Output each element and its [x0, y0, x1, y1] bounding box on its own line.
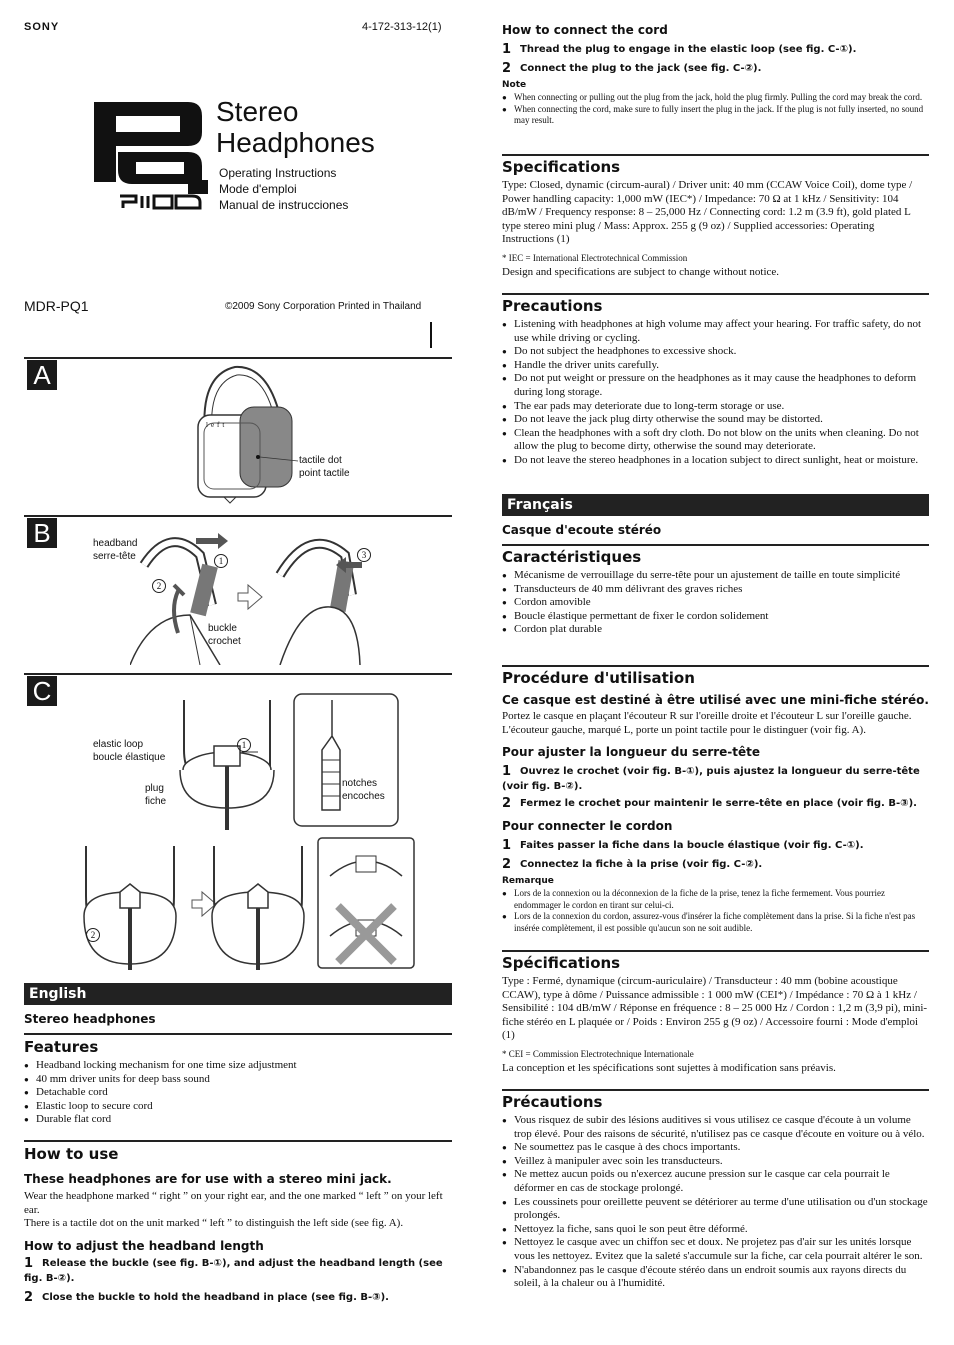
- precautions-title: Precautions: [502, 297, 603, 315]
- list-item: ● 40 mm driver units for deep bass sound: [24, 1073, 449, 1087]
- adjust-title: How to adjust the headband length: [24, 1239, 264, 1253]
- list-item: ● Cordon amovible: [502, 596, 927, 610]
- fr-precautions-title: Précautions: [502, 1093, 603, 1111]
- fr-howto-lead: Ce casque est destiné à être utilisé avec une mini-fiche stéréo.: [502, 693, 929, 707]
- fr-spec-rule: [502, 950, 929, 952]
- manual-line-3: Manual de instrucciones: [219, 198, 349, 212]
- fig-b-label: B: [27, 518, 57, 548]
- spec-change: Design and specifications are subject to change without notice.: [502, 266, 780, 278]
- list-item: ● Ne mettez aucun poids ou n'exercez aucune pression sur le casque car cela pourrait le déformer en cas de stockage prolongé.: [502, 1168, 929, 1195]
- c-step2-marker-icon: 2: [86, 928, 100, 942]
- features-list: [24, 1059, 449, 1127]
- spec-title: Specifications: [502, 158, 621, 176]
- notches-label-en: notches: [342, 778, 378, 789]
- english-subtitle: Stereo headphones: [24, 1012, 156, 1026]
- list-item: ● Cordon plat durable: [502, 623, 927, 637]
- list-item: ● Veillez à manipuler avec soin les transducteurs.: [502, 1155, 929, 1169]
- fr-adjust-title: Pour ajuster la longueur du serre-tête: [502, 745, 761, 759]
- list-item: ● Durable flat cord: [24, 1113, 449, 1127]
- list-item: ● Mécanisme de verrouillage du serre-tête pour un ajustement de taille en toute simplicité: [502, 569, 927, 583]
- fr-spec-change: La conception et les spécifications sont sujettes à modification sans préavis.: [502, 1062, 836, 1074]
- headband-adjust-illustration: [130, 525, 390, 665]
- plug-label-en: plug: [145, 783, 164, 794]
- spec-rule: [502, 154, 929, 156]
- buckle-label-en: buckle: [208, 623, 237, 634]
- howto-lead: These headphones are for use with a stereo mini jack.: [24, 1172, 392, 1186]
- fr-adjust-step-2: 2 Fermez le crochet pour maintenir le serre-tête en place (voir fig. B-③).: [502, 796, 917, 811]
- list-item: ● When connecting or pulling out the plug from the jack, hold the plug firmly. Pulling the cord may break the cord.: [502, 92, 927, 104]
- model-number: MDR-PQ1: [24, 298, 89, 314]
- list-item: ● Ne soumettez pas le casque à des chocs importants.: [502, 1141, 929, 1155]
- tactile-dot-label-en: tactile dot: [299, 455, 342, 466]
- fig-c-rule: [24, 673, 452, 675]
- fr-cord-step-1: 1 Faites passer la fiche dans la boucle élastique (voir fig. C-①).: [502, 838, 864, 853]
- fr-cord-title: Pour connecter le cordon: [502, 819, 673, 833]
- fr-note-list: [502, 888, 927, 934]
- cord-title: How to connect the cord: [502, 23, 668, 37]
- headphone-side-illustration: [190, 365, 300, 505]
- list-item: ● Do not leave the jack plug dirty otherwise the sound may be distorted.: [502, 413, 927, 427]
- fig-a-rule: [24, 357, 452, 359]
- list-item: ● Detachable cord: [24, 1086, 449, 1100]
- list-item: ● Listening with headphones at high volume may affect your hearing. For traffic safety, do not use while driving or cycling.: [502, 318, 927, 345]
- manual-line-1: Operating Instructions: [219, 166, 337, 180]
- list-item: ● Transducteurs de 40 mm délivrant des graves riches: [502, 583, 927, 597]
- list-item: ● Elastic loop to secure cord: [24, 1100, 449, 1114]
- fr-precautions-list: [502, 1114, 929, 1291]
- howto-paragraph-2: There is a tactile dot on the unit marked “ left ” to distinguish the left side (see fig. A).: [24, 1217, 404, 1229]
- step2-marker-icon: 2: [152, 579, 166, 593]
- headband-label-fr: serre-tête: [93, 551, 136, 562]
- fr-features-title: Caractéristiques: [502, 548, 642, 566]
- list-item: ● Handle the driver units carefully.: [502, 359, 927, 373]
- fr-howto-title: Procédure d'utilisation: [502, 669, 695, 687]
- elastic-loop-label-fr: boucle élastique: [93, 752, 166, 763]
- cord-step-2: 2 Connect the plug to the jack (see fig. C-②).: [502, 61, 762, 76]
- cut-mark: [430, 322, 432, 348]
- cord-connect-illustration-top: [170, 690, 410, 830]
- headband-label-en: headband: [93, 538, 138, 549]
- c-step1-marker-icon: 1: [237, 738, 251, 752]
- list-item: ● When connecting the cord, make sure to fully insert the plug in the jack. If the plug is not fully inserted, no sound may result.: [502, 104, 927, 127]
- spec-note: * IEC = International Electrotechnical Commission: [502, 253, 688, 263]
- spec-body: Type: Closed, dynamic (circum-aural) / Driver unit: 40 mm (CCAW Voice Coil), dome type / Power handling capacity: 1,000 mW (IEC*) / Impedance: 70 Ω at 1 kHz / Sensitivity: 104 dB/mW / Frequency response: 8 – 25,000 Hz / Connecting cord: 1.2 m (3.9 ft), gold plated L type stereo mini plug / Mass: Approx. 255 g (9 oz) / Supplied accessories: Operating Instructions (1): [502, 179, 913, 246]
- list-item: ● Lors de la connexion ou la déconnexion de la fiche de la prise, tenez la fiche fermement. Vous pourriez endommager le cordon en tirant sur celui-ci.: [502, 888, 927, 911]
- elastic-loop-label-en: elastic loop: [93, 739, 144, 750]
- list-item: ● Boucle élastique permettant de fixer le cordon solidement: [502, 610, 927, 624]
- tactile-dot-label-fr: point tactile: [299, 468, 350, 479]
- french-subtitle: Casque d'ecoute stéréo: [502, 523, 662, 537]
- fr-note-title: Remarque: [502, 876, 554, 886]
- list-item: ● Do not leave the stereo headphones in a location subject to direct sunlight, heat or moisture.: [502, 454, 927, 468]
- list-item: ● Do not subject the headphones to excessive shock.: [502, 345, 927, 359]
- earcup-left-text: left: [206, 421, 228, 429]
- fr-precautions-rule: [502, 1089, 929, 1091]
- copyright: ©2009 Sony Corporation Printed in Thailand: [225, 301, 422, 312]
- fr-spec-title: Spécifications: [502, 954, 621, 972]
- fr-features-rule: [502, 544, 929, 546]
- howto-rule: [24, 1140, 452, 1142]
- fig-b-rule: [24, 515, 452, 517]
- list-item: ● Les coussinets pour oreillette peuvent se détériorer au terme d'une utilisation ou d'un stockage prolongés.: [502, 1196, 929, 1223]
- fr-cord-step-2: 2 Connectez la fiche à la prise (voir fig. C-②).: [502, 857, 763, 872]
- howto-paragraph-1: Wear the headphone marked “ right ” on your right ear, and the one marked “ left ” on your left ear.: [24, 1190, 443, 1216]
- list-item: ● Do not put weight or pressure on the headphones as it may cause the headphones to deform during long storage.: [502, 372, 927, 399]
- step1-marker-icon: 1: [214, 554, 228, 568]
- list-item: ● N'abandonnez pas le casque d'écoute stéréo dans un endroit soumis aux rayons directs du soleil, à la chaleur ou à l'humidité.: [502, 1264, 929, 1291]
- adjust-step-1: 1 Release the buckle (see fig. B-①), and adjust the headband length (see fig. B-②).: [24, 1256, 443, 1284]
- cord-step-1: 1 Thread the plug to engage in the elastic loop (see fig. C-①).: [502, 42, 857, 57]
- sony-logo: SONY: [24, 21, 60, 33]
- note-title: Note: [502, 80, 527, 90]
- title-line1: Stereo: [216, 96, 299, 127]
- step3-marker-icon: 3: [357, 548, 371, 562]
- fr-howto-rule: [502, 665, 929, 667]
- notches-label-fr: encoches: [342, 791, 385, 802]
- precautions-rule: [502, 293, 929, 295]
- manual-line-2: Mode d'emploi: [219, 182, 297, 196]
- list-item: ● Clean the headphones with a soft dry cloth. Do not blow on the units when cleaning. Do not allow the plug to become dirty, otherwise the sound may deteriorate.: [502, 427, 927, 454]
- cord-connect-illustration-bottom: [80, 836, 416, 970]
- note-list: [502, 92, 927, 127]
- french-section-bar: Français: [502, 494, 929, 516]
- list-item: ● Nettoyez la fiche, sans quoi le son peut être déformé.: [502, 1223, 929, 1237]
- plug-label-fr: fiche: [145, 796, 167, 807]
- list-item: ● Lors de la connexion du cordon, assurez-vous d'insérer la fiche complètement dans la prise. Si la fiche n'est pas insérée complètement, il est possible qu'aucun son ne soit audible.: [502, 911, 927, 934]
- list-item: ● Vous risquez de subir des lésions auditives si vous utilisez ce casque d'écoute à un volume trop élevé. Pour des raisons de sécurité, n'utilisez pas ce casque d'écoute en voiture ou à vélo.: [502, 1114, 929, 1141]
- fr-adjust-step-1: 1 Ouvrez le crochet (voir fig. B-①), puis ajustez la longueur du serre-tête (voir fig. B-②).: [502, 764, 920, 792]
- list-item: ● Nettoyez le casque avec un chiffon sec et doux. Ne projetez pas d'air sur les unités lorsque vous les nettoyez. Evitez que la saleté s'accumule sur la fiche, car cela pourrait altérer le son.: [502, 1236, 929, 1263]
- fig-a-label: A: [27, 360, 57, 390]
- fr-spec-note: * CEI = Commission Electrotechnique Internationale: [502, 1049, 694, 1059]
- fig-c-label: C: [27, 676, 57, 706]
- english-section-bar: English: [24, 983, 452, 1005]
- features-title: Features: [24, 1038, 99, 1056]
- howto-title: How to use: [24, 1145, 119, 1163]
- fr-features-list: [502, 569, 927, 637]
- title-line2: Headphones: [216, 127, 375, 158]
- list-item: ● Headband locking mechanism for one time size adjustment: [24, 1059, 449, 1073]
- features-rule: [24, 1033, 452, 1035]
- buckle-label-fr: crochet: [208, 636, 241, 647]
- pq-logo-icon: [92, 98, 210, 210]
- adjust-step-2: 2 Close the buckle to hold the headband in place (see fig. B-③).: [24, 1290, 389, 1305]
- fr-spec-body: Type : Fermé, dynamique (circum-auriculaire) / Transducteur : 40 mm (bobine acoustique CCAW), type à dôme / Puissance admissible : 1 000 mW (CEI*) / Impédance : 70 Ω à 1 kHz / Sensibilité : 104 dB/mW / Réponse en fréquence : 8 – 25 000 Hz / Cordon : 1,2 m (3,9 pi), mini-fiche stéréo en L plaquée or / Poids : Environ 255 g (9 oz) / Accessoire fourni : Mode d'emploi (1): [502, 975, 928, 1042]
- list-item: ● The ear pads may deteriorate due to long-term storage or use.: [502, 400, 927, 414]
- part-number: 4-172-313-12(1): [362, 21, 442, 33]
- precautions-list: [502, 318, 927, 468]
- fr-howto-paragraph: Portez le casque en plaçant l'écouteur R sur l'oreille droite et l'écouteur L sur l'oreille gauche. L'écouteur gauche, marqué L, porte un point tactile pour le distinguer (voir fig. A).: [502, 710, 912, 736]
